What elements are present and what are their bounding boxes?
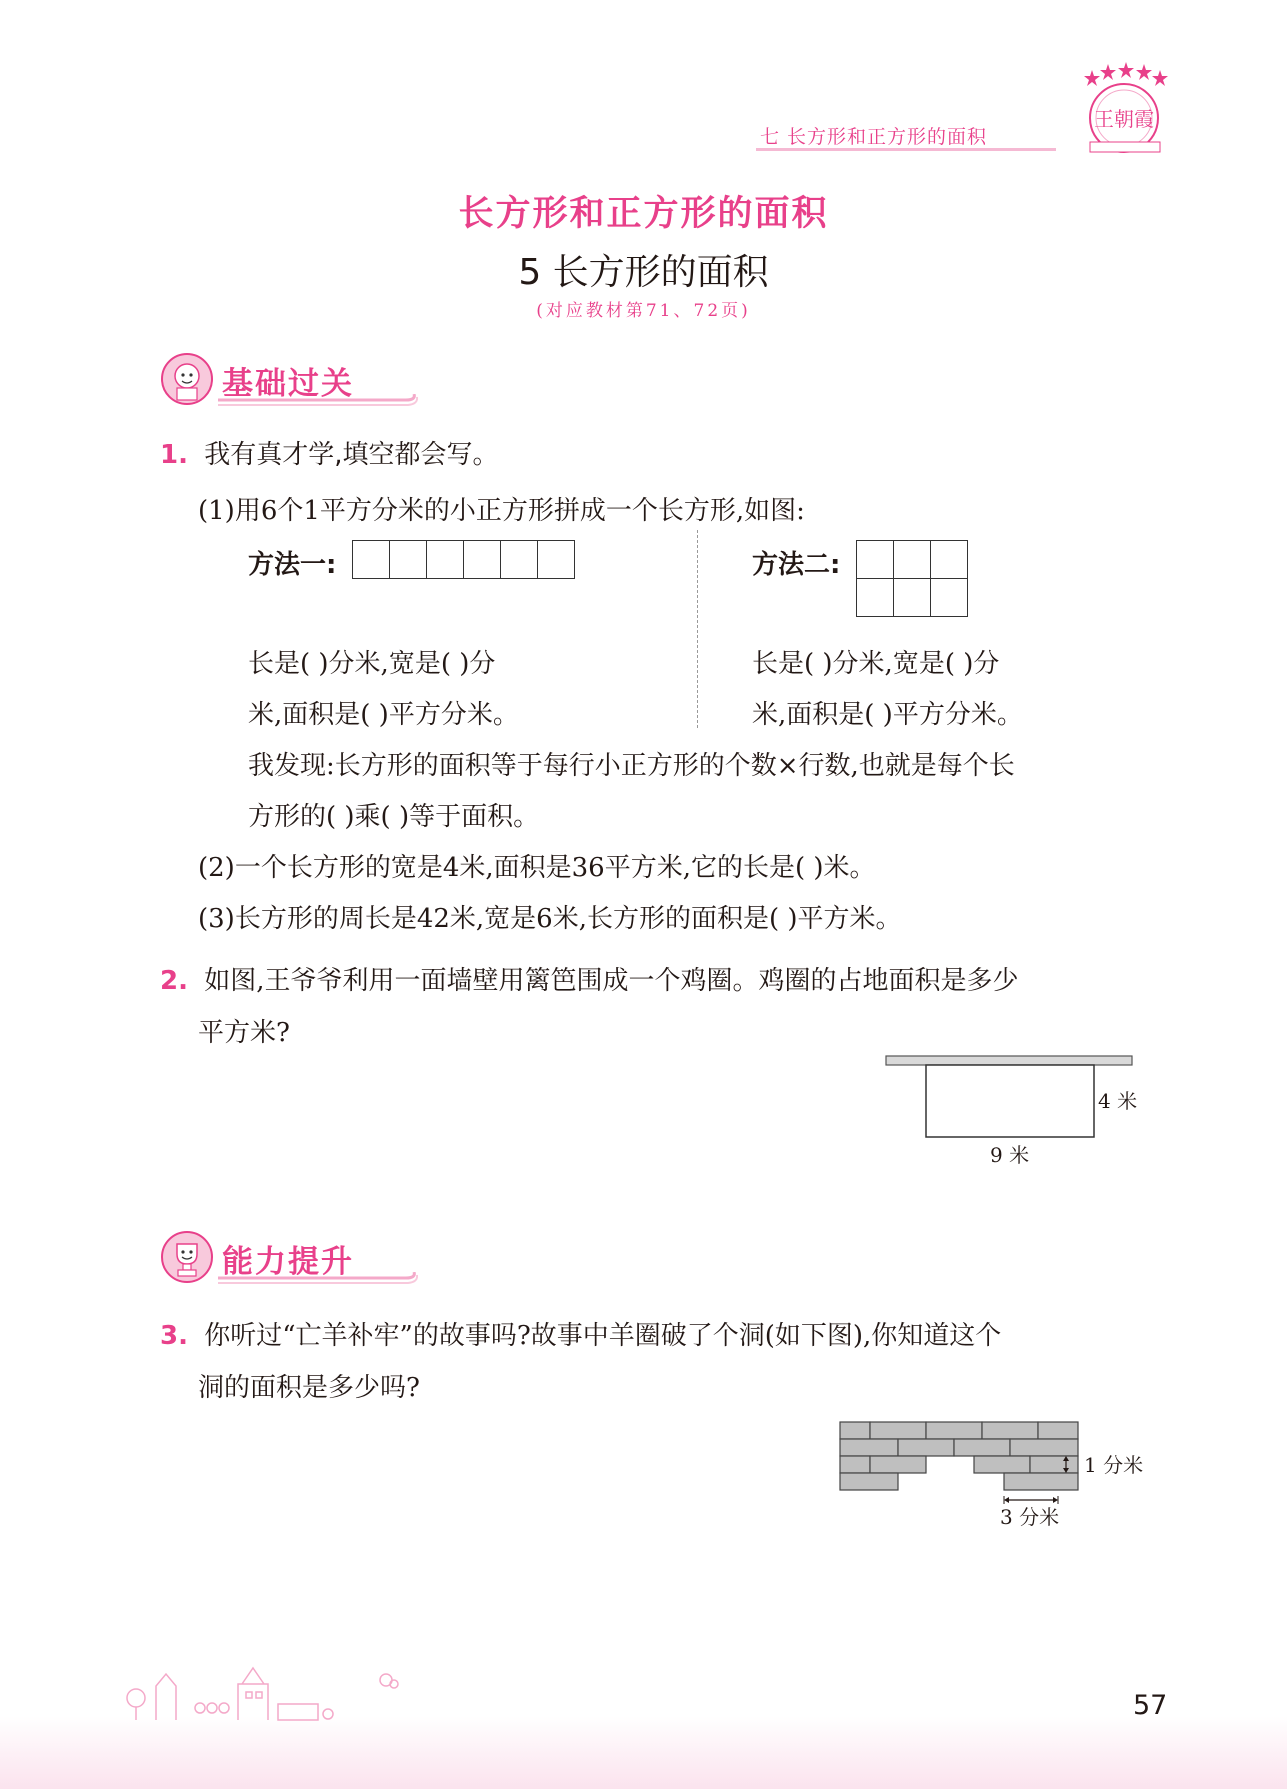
page-title: 长方形和正方形的面积 bbox=[458, 194, 829, 234]
q1-part3: (3)长方形的周长是42米,宽是6米,长方形的面积是( )平方米。 bbox=[198, 904, 902, 934]
textbook-page-reference: (对应教材第71、72页) bbox=[536, 301, 751, 321]
q1-part1-intro: (1)用6个1平方分米的小正方形拼成一个长方形,如图: bbox=[198, 496, 805, 526]
footer-band bbox=[0, 1716, 1287, 1789]
q1-part2: (2)一个长方形的宽是4米,面积是36平方米,它的长是( )米。 bbox=[198, 853, 876, 883]
discovery-line2: 方形的( )乘( )等于面积。 bbox=[248, 802, 540, 832]
student-avatar-icon bbox=[160, 352, 214, 406]
question-2 bbox=[160, 960, 1019, 997]
trophy-avatar-icon bbox=[160, 1230, 214, 1284]
arrow-left-icon bbox=[1004, 1497, 1009, 1503]
coop-length-label: 9 米 bbox=[990, 1143, 1030, 1167]
method-divider bbox=[697, 530, 698, 728]
publisher-seal-icon bbox=[1070, 62, 1178, 154]
town-illustration-icon bbox=[118, 1646, 418, 1722]
lesson-title: 5 长方形的面积 bbox=[518, 252, 769, 293]
question-3-number: 3. bbox=[160, 1321, 188, 1351]
method2-answer-line1: 长是( )分米,宽是( )分 bbox=[752, 649, 1000, 679]
section-basic-banner bbox=[160, 352, 400, 408]
page-number: 57 bbox=[1133, 1690, 1168, 1721]
question-1-number: 1. bbox=[160, 440, 188, 470]
question-1-text: 我有真才学,填空都会写。 bbox=[204, 440, 499, 470]
question-2-number: 2. bbox=[160, 966, 188, 996]
section-advanced-banner bbox=[160, 1230, 400, 1286]
section-advanced-title: 能力提升 bbox=[222, 1244, 354, 1280]
method1-answer-line2: 米,面积是( )平方分米。 bbox=[248, 700, 519, 730]
banner-underline bbox=[218, 394, 418, 408]
chapter-rule bbox=[756, 148, 1056, 151]
discovery-line1: 我发现:长方形的面积等于每行小正方形的个数×行数,也就是每个长 bbox=[248, 751, 1015, 781]
sheep-pen-figure bbox=[836, 1416, 1156, 1536]
chapter-label: 七 长方形和正方形的面积 bbox=[760, 126, 988, 148]
coop-rectangle bbox=[926, 1065, 1094, 1137]
chicken-coop-figure bbox=[880, 1052, 1140, 1178]
question-3-line1: 你听过“亡羊补牢”的故事吗?故事中羊圈破了个洞(如下图),你知道这个 bbox=[204, 1321, 1002, 1351]
section-basic-title: 基础过关 bbox=[222, 366, 354, 402]
question-3 bbox=[160, 1315, 1001, 1352]
question-2-line2: 平方米? bbox=[198, 1018, 290, 1048]
method1-grid bbox=[352, 540, 575, 579]
seal-text: 王朝霞 bbox=[1094, 107, 1154, 131]
question-2-line1: 如图,王爷爷利用一面墙壁用篱笆围成一个鸡圈。鸡圈的占地面积是多少 bbox=[204, 966, 1019, 996]
brick-wall bbox=[840, 1422, 1078, 1490]
method2-grid bbox=[856, 540, 968, 617]
method1-label: 方法一: bbox=[248, 550, 337, 580]
hole-height-label: 1 分米 bbox=[1084, 1453, 1144, 1477]
question-3-line2: 洞的面积是多少吗? bbox=[198, 1373, 420, 1403]
method1-answer-line1: 长是( )分米,宽是( )分 bbox=[248, 649, 496, 679]
method2-label: 方法二: bbox=[752, 550, 841, 580]
coop-width-label: 4 米 bbox=[1098, 1089, 1138, 1113]
hole-width-label: 3 分米 bbox=[1000, 1505, 1060, 1529]
method2-answer-line2: 米,面积是( )平方分米。 bbox=[752, 700, 1023, 730]
arrow-right-icon bbox=[1053, 1497, 1058, 1503]
banner-underline bbox=[218, 1272, 418, 1286]
question-1-header bbox=[160, 440, 499, 470]
wall-shape bbox=[886, 1056, 1132, 1065]
